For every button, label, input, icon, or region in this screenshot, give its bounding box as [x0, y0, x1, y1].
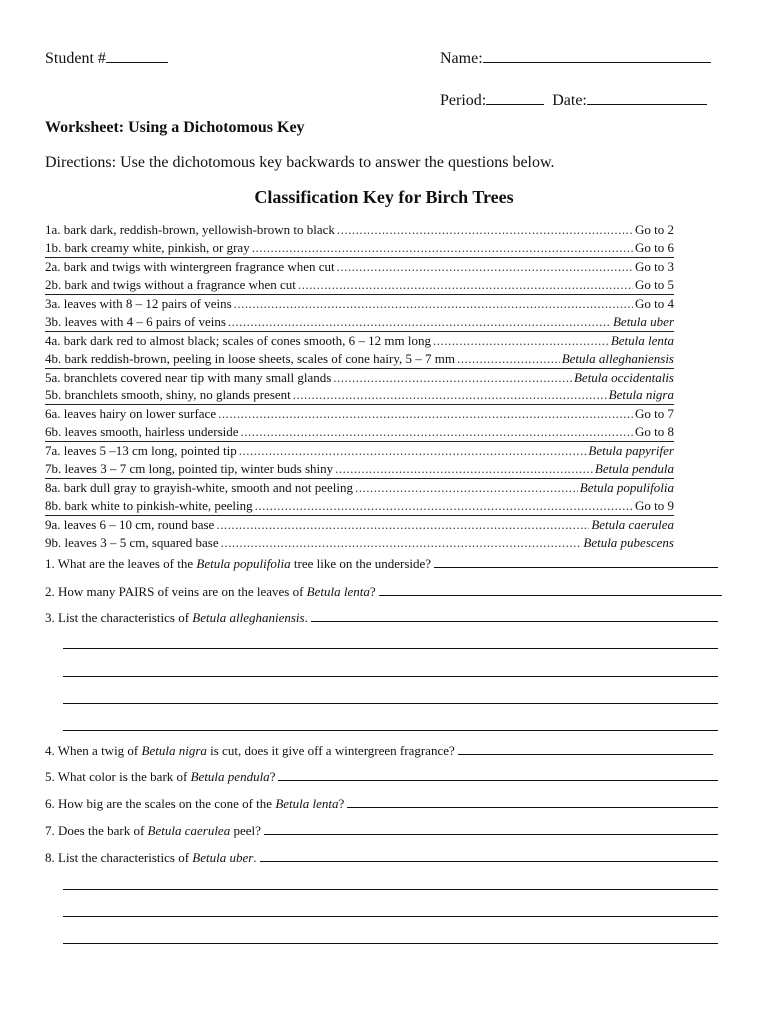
dichotomous-key — [45, 221, 674, 552]
species-name: Betula nigra — [608, 387, 674, 403]
question-suffix: . — [304, 610, 308, 625]
species-name: Betula alleghaniensis — [561, 350, 674, 366]
question-text — [45, 850, 257, 866]
species-name: Betula populifolia — [579, 480, 674, 496]
period-blank[interactable] — [486, 90, 544, 105]
question-prefix: 2. How many PAIRS of veins are on the leaves of — [45, 584, 307, 599]
key-row — [45, 239, 674, 258]
go-to-step: Go to 7 — [635, 406, 674, 422]
leader-dots — [337, 258, 633, 276]
name-blank[interactable] — [483, 48, 711, 63]
question-prefix: 8. List the characteristics of — [45, 850, 193, 865]
question-text — [45, 584, 376, 600]
leader-dots — [228, 313, 611, 331]
key-row — [45, 460, 674, 479]
key-row-description: 6b. leaves smooth, hairless underside — [45, 424, 239, 440]
question-4 — [45, 742, 713, 759]
student-number-label: Student # — [45, 50, 106, 67]
leader-dots — [298, 276, 633, 294]
species-name: Betula pendula — [594, 461, 674, 477]
go-to-step: Go to 8 — [635, 424, 674, 440]
question-suffix: . — [253, 850, 257, 865]
question-prefix: 1. What are the leaves of the — [45, 556, 197, 571]
answer-line[interactable] — [311, 609, 718, 622]
question-5 — [45, 768, 718, 785]
key-row-description: 5a. branchlets covered near tip with many small glands — [45, 369, 332, 385]
species-name: Betula papyrifer — [588, 443, 674, 459]
question-prefix: 4. When a twig of — [45, 743, 142, 758]
key-row-description: 1b. bark creamy white, pinkish, or gray — [45, 239, 250, 255]
key-row-description: 7a. leaves 5 –13 cm long, pointed tip — [45, 443, 237, 459]
question-text — [45, 796, 344, 812]
key-row-description: 4a. bark dark red to almost black; scales of cones smooth, 6 – 12 mm long — [45, 332, 431, 348]
question-species: Betula caerulea — [147, 823, 231, 838]
leader-dots — [239, 442, 587, 460]
question-suffix: is cut, does it give off a wintergreen fragrance? — [206, 743, 455, 758]
leader-dots — [337, 221, 633, 239]
question-1 — [45, 555, 718, 572]
name-field[interactable] — [440, 48, 711, 68]
question-species: Betula alleghaniensis — [192, 610, 305, 625]
species-name: Betula lenta — [610, 332, 674, 348]
key-row-description: 3b. leaves with 4 – 6 pairs of veins — [45, 313, 226, 329]
leader-dots — [355, 479, 578, 497]
answer-line-q8-2[interactable] — [63, 916, 718, 917]
key-row — [45, 313, 674, 332]
leader-dots — [234, 295, 633, 313]
question-species: Betula populifolia — [196, 556, 291, 571]
leader-dots — [218, 405, 633, 423]
key-row — [45, 369, 674, 387]
key-row-description: 9b. leaves 3 – 5 cm, squared base — [45, 534, 219, 550]
key-row — [45, 332, 674, 350]
key-row — [45, 516, 674, 534]
leader-dots — [457, 350, 560, 368]
key-title: Classification Key for Birch Trees — [254, 187, 514, 207]
key-row-description: 5b. branchlets smooth, shiny, no glands present — [45, 387, 291, 403]
question-suffix: tree like on the underside? — [290, 556, 432, 571]
key-row — [45, 258, 674, 276]
question-prefix: 6. How big are the scales on the cone of the — [45, 796, 276, 811]
answer-line[interactable] — [260, 849, 718, 862]
leader-dots — [241, 423, 633, 441]
question-text — [45, 769, 275, 785]
question-text — [45, 556, 431, 572]
worksheet-title: Worksheet: Using a Dichotomous Key — [45, 119, 305, 136]
answer-line[interactable] — [458, 742, 713, 755]
question-3 — [45, 609, 718, 626]
question-text — [45, 743, 455, 759]
species-name: Betula uber — [612, 313, 674, 329]
question-6 — [45, 795, 718, 812]
leader-dots — [216, 516, 589, 534]
go-to-step: Go to 4 — [635, 295, 674, 311]
go-to-step: Go to 3 — [635, 258, 674, 274]
answer-line[interactable] — [347, 795, 718, 808]
key-row-description: 8b. bark white to pinkish-white, peeling — [45, 498, 253, 514]
question-suffix: ? — [369, 584, 376, 599]
question-text — [45, 823, 261, 839]
leader-dots — [335, 460, 593, 478]
answer-line-q8-1[interactable] — [63, 889, 718, 890]
question-prefix: 3. List the characteristics of — [45, 610, 193, 625]
name-label: Name: — [440, 50, 483, 67]
answer-line-q3-1[interactable] — [63, 648, 718, 649]
key-row-description: 2a. bark and twigs with wintergreen fragrance when cut — [45, 258, 335, 274]
key-row — [45, 423, 674, 442]
question-species: Betula lenta — [306, 584, 370, 599]
go-to-step: Go to 6 — [635, 239, 674, 255]
question-8 — [45, 849, 718, 866]
key-row — [45, 350, 674, 369]
key-row — [45, 534, 674, 552]
leader-dots — [221, 534, 582, 552]
answer-line-q3-4[interactable] — [63, 730, 718, 731]
key-row — [45, 479, 674, 497]
question-suffix: ? — [338, 796, 345, 811]
question-species: Betula nigra — [141, 743, 207, 758]
key-row — [45, 221, 674, 239]
student-number-blank[interactable] — [106, 48, 168, 63]
question-suffix: peel? — [230, 823, 261, 838]
key-row-description: 3a. leaves with 8 – 12 pairs of veins — [45, 295, 232, 311]
answer-line[interactable] — [264, 822, 718, 835]
question-species: Betula pendula — [190, 769, 270, 784]
species-name: Betula occidentalis — [573, 369, 674, 385]
answer-line-q3-2[interactable] — [63, 676, 718, 677]
leader-dots — [252, 239, 633, 257]
student-number-field[interactable] — [45, 48, 168, 68]
question-species: Betula lenta — [275, 796, 339, 811]
leader-dots — [293, 386, 607, 404]
key-row-description: 6a. leaves hairy on lower surface — [45, 406, 217, 422]
key-row — [45, 295, 674, 313]
period-field[interactable] — [440, 90, 707, 110]
answer-line-q3-3[interactable] — [63, 703, 718, 704]
key-row-description: 4b. bark reddish-brown, peeling in loose sheets, scales of cone hairy, 5 – 7 mm — [45, 350, 456, 366]
species-name: Betula pubescens — [583, 534, 674, 550]
key-row-description: 2b. bark and twigs without a fragrance when cut — [45, 276, 296, 292]
key-row — [45, 405, 674, 423]
leader-dots — [433, 332, 609, 350]
date-blank[interactable] — [587, 90, 707, 105]
question-7 — [45, 822, 718, 839]
question-species: Betula uber — [192, 850, 254, 865]
leader-dots — [333, 369, 572, 387]
key-row-description: 1a. bark dark, reddish-brown, yellowish-brown to black — [45, 222, 335, 237]
date-label: Date: — [552, 92, 587, 109]
question-prefix: 5. What color is the bark of — [45, 769, 191, 784]
question-2 — [45, 583, 722, 600]
key-row — [45, 442, 674, 460]
answer-line[interactable] — [434, 555, 718, 568]
go-to-step: Go to 9 — [635, 498, 674, 514]
key-row — [45, 497, 674, 516]
key-row-description: 8a. bark dull gray to grayish-white, smooth and not peeling — [45, 480, 353, 496]
leader-dots — [255, 497, 633, 515]
key-row-description: 9a. leaves 6 – 10 cm, round base — [45, 517, 215, 532]
question-prefix: 7. Does the bark of — [45, 823, 148, 838]
go-to-step: Go to 2 — [635, 222, 674, 237]
answer-line[interactable] — [379, 583, 722, 596]
answer-line-q8-3[interactable] — [63, 943, 718, 944]
key-row — [45, 386, 674, 405]
go-to-step: Go to 5 — [635, 276, 674, 292]
answer-line[interactable] — [278, 768, 718, 781]
key-row — [45, 276, 674, 295]
species-name: Betula caerulea — [591, 517, 674, 532]
period-label: Period: — [440, 92, 487, 109]
key-row-description: 7b. leaves 3 – 7 cm long, pointed tip, winter buds shiny — [45, 461, 334, 477]
directions-text: Directions: Use the dichotomous key backwards to answer the questions below. — [45, 154, 555, 171]
question-suffix: ? — [269, 769, 276, 784]
question-text — [45, 610, 308, 626]
